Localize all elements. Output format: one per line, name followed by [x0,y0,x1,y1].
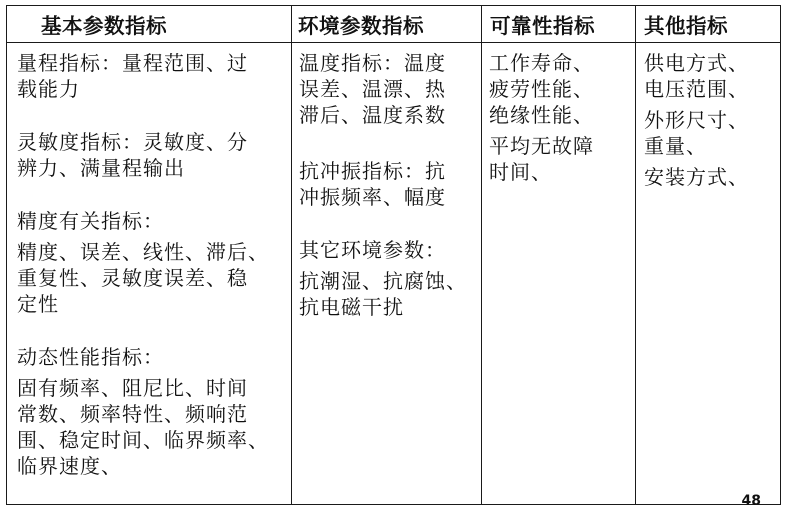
text-line: 抗电磁干扰 [299,295,404,319]
text-line: 灵敏度指标：灵敏度、分 [17,130,248,154]
reliability-block-a [489,50,635,128]
text-line: 常数、频率特性、频响范 [17,402,248,426]
other-env-block [299,268,481,320]
text-line: 滞后、温度系数 [299,103,446,127]
text-line: 精度、误差、线性、滞后、 [17,240,269,264]
text-line: 温度指标：温度 [299,51,446,75]
indicator-table [6,5,781,505]
header-row [7,6,781,43]
text-line: 安装方式、 [644,165,749,189]
text-line: 冲振频率、幅度 [299,185,446,209]
text-line: 误差、温漂、热 [299,77,446,101]
precision-title: 精度有关指标： [17,209,164,233]
header-other: 其他指标 [636,6,781,43]
other-block-a [644,50,780,102]
page-number: 48 [741,493,761,509]
header-reliability: 可靠性指标 [482,6,636,43]
cell-reliability [482,43,636,505]
text-line: 定性 [17,292,59,316]
text-line: 重量、 [644,134,707,158]
text-line: 电压范围、 [644,77,749,101]
text-line: 供电方式、 [644,51,749,75]
text-line: 工作寿命、 [489,51,594,75]
header-environment-params: 环境参数指标 [292,6,482,43]
other-env-title: 其它环境参数： [299,238,446,262]
text-line: 疲劳性能、 [489,77,594,101]
cell-basic-params [7,43,292,505]
text-line: 载能力 [17,77,80,101]
text-line: 平均无故障 [489,134,594,158]
dynamic-title: 动态性能指标： [17,345,164,369]
text-line: 抗冲振指标：抗 [299,159,446,183]
shock-indicator-block [299,158,481,210]
text-line: 辨力、满量程输出 [17,156,185,180]
text-line: 绝缘性能、 [489,103,594,127]
dynamic-indicator-block [17,375,291,479]
text-line: 量程指标：量程范围、过 [17,51,248,75]
range-indicator-block [17,50,291,102]
text-line: 临界速度、 [17,454,122,478]
cell-environment-params [292,43,482,505]
cell-other [636,43,781,505]
other-block-c [644,164,780,190]
text-line: 抗潮湿、抗腐蚀、 [299,269,467,293]
content-row [7,43,781,505]
text-line: 重复性、灵敏度误差、稳 [17,266,248,290]
text-line: 固有频率、阻尼比、时间 [17,376,248,400]
text-line: 时间、 [489,160,552,184]
text-line: 外形尺寸、 [644,108,749,132]
header-basic-params: 基本参数指标 [7,6,292,43]
sensitivity-indicator-block [17,129,291,181]
precision-indicator-block [17,239,291,317]
text-line: 围、稳定时间、临界频率、 [17,428,269,452]
temperature-indicator-block [299,50,481,128]
reliability-block-b [489,133,635,185]
other-block-b [644,107,780,159]
